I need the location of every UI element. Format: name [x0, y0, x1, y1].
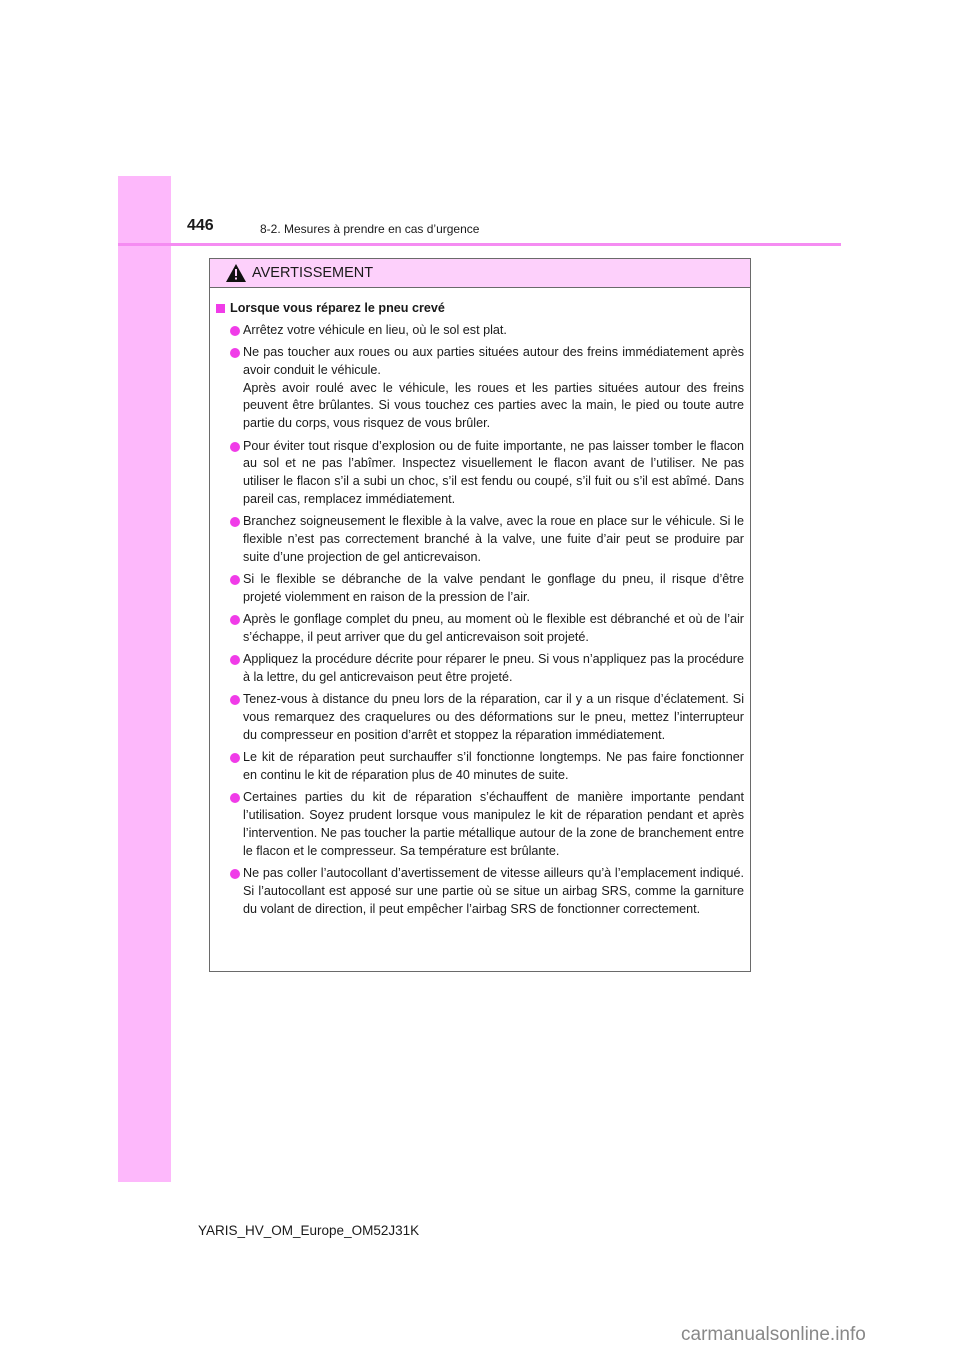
- bullet-icon: [230, 655, 240, 665]
- document-code: YARIS_HV_OM_Europe_OM52J31K: [198, 1223, 420, 1238]
- subheading: [216, 300, 744, 318]
- list-item: [216, 344, 744, 433]
- warning-triangle-icon: [226, 264, 246, 282]
- bullet-icon: [230, 793, 240, 803]
- item-text: Arrêtez votre véhicule en lieu, où le sol est plat.: [243, 322, 507, 337]
- bullet-icon: [230, 517, 240, 527]
- header-rule: [118, 243, 841, 246]
- watermark: carmanualsonline.info: [681, 1324, 866, 1345]
- list-item: [216, 691, 744, 744]
- item-text: Branchez soigneusement le flexible à la valve, avec la roue en place sur le véhicule. Si le flexible n’est pas correctement branché à la valve, une fuite d’air peut se produire par suite d’une projection de gel anticrevaison.: [243, 514, 744, 564]
- list-item: [216, 438, 744, 509]
- item-text: Si le flexible se débranche de la valve pendant le gonflage du pneu, il risque d’être projeté violemment en raison de la pression de l’air.: [243, 572, 744, 604]
- page-number: 446: [187, 217, 214, 234]
- item-text: Ne pas coller l’autocollant d’avertissement de vitesse ailleurs qu’à l’emplacement indiqué. Si l’autocollant est apposé sur une partie où se situe un airbag SRS, comme la garniture du volant de direction, il peut empêcher l’airbag SRS de fonctionner correctement.: [243, 866, 744, 916]
- warning-header: [210, 259, 750, 288]
- warning-box: [209, 258, 751, 972]
- bullet-icon: [230, 695, 240, 705]
- bullet-icon: [230, 575, 240, 585]
- section-title: 8-2. Mesures à prendre en cas d’urgence: [260, 222, 480, 236]
- side-tab: [118, 176, 171, 1182]
- item-text: Après le gonflage complet du pneu, au moment où le flexible est débranché et où de l’air s’échappe, il peut arriver que du gel anticrevaison soit projeté.: [243, 612, 744, 645]
- list-item: [216, 789, 744, 860]
- subheading-text: Lorsque vous réparez le pneu crevé: [230, 301, 445, 315]
- list-item: [216, 865, 744, 918]
- list-item: [216, 322, 744, 340]
- item-text: Ne pas toucher aux roues ou aux parties situées autour des freins immédiatement après avoir conduit le véhicule.: [243, 345, 744, 377]
- bullet-icon: [230, 348, 240, 358]
- item-text: Tenez-vous à distance du pneu lors de la réparation, car il y a un risque d’éclatement. Si vous remarquez des craquelures ou des déformations sur le pneu, mettez l’interrupteur du compresseur en position d’arrêt et stoppez la réparation immédiatement.: [243, 692, 744, 743]
- item-text: Après avoir roulé avec le véhicule, les roues et les parties situées autour des freins peuvent être brûlantes. Si vous touchez ces parties avec la main, le pied ou toute autre partie du corps, vous risquez de vous brûler.: [243, 380, 744, 431]
- square-bullet-icon: [216, 304, 225, 313]
- bullet-icon: [230, 326, 240, 336]
- bullet-icon: [230, 442, 240, 452]
- item-text: Pour éviter tout risque d’explosion ou de fuite importante, ne pas laisser tomber le flacon au sol et ne pas l’abîmer. Inspectez visuellement le flacon avant de l’utiliser. Ne pas utiliser le flacon s’il a subi un choc, s’il est fendu ou coupé, s’il fuit ou s’il est abîmé. Dans pareil cas, remplacez immédiatement.: [243, 438, 744, 506]
- list-item: [216, 611, 744, 647]
- bullet-icon: [230, 753, 240, 763]
- item-text: Le kit de réparation peut surchauffer s’il fonctionne longtemps. Ne pas faire fonctionner en continu le kit de réparation plus de 40 minutes de suite.: [243, 750, 744, 783]
- list-item: [216, 749, 744, 785]
- item-text: Certaines parties du kit de réparation s’échauffent de manière importante pendant l’utilisation. Soyez prudent lorsque vous manipulez le kit de réparation pendant et après l’intervention. Ne pas toucher la partie métallique autour de la zone de branchement entre le flacon et le compresseur. Sa température est brûlante.: [243, 790, 744, 858]
- list-item: [216, 571, 744, 607]
- warning-content: [210, 288, 750, 919]
- item-text: Appliquez la procédure décrite pour réparer le pneu. Si vous n’appliquez pas la procédure à la lettre, du gel anticrevaison peut être projeté.: [243, 652, 744, 685]
- warning-title: AVERTISSEMENT: [252, 265, 374, 281]
- list-item: [216, 513, 744, 566]
- bullet-icon: [230, 869, 240, 879]
- bullet-icon: [230, 615, 240, 625]
- list-item: [216, 651, 744, 687]
